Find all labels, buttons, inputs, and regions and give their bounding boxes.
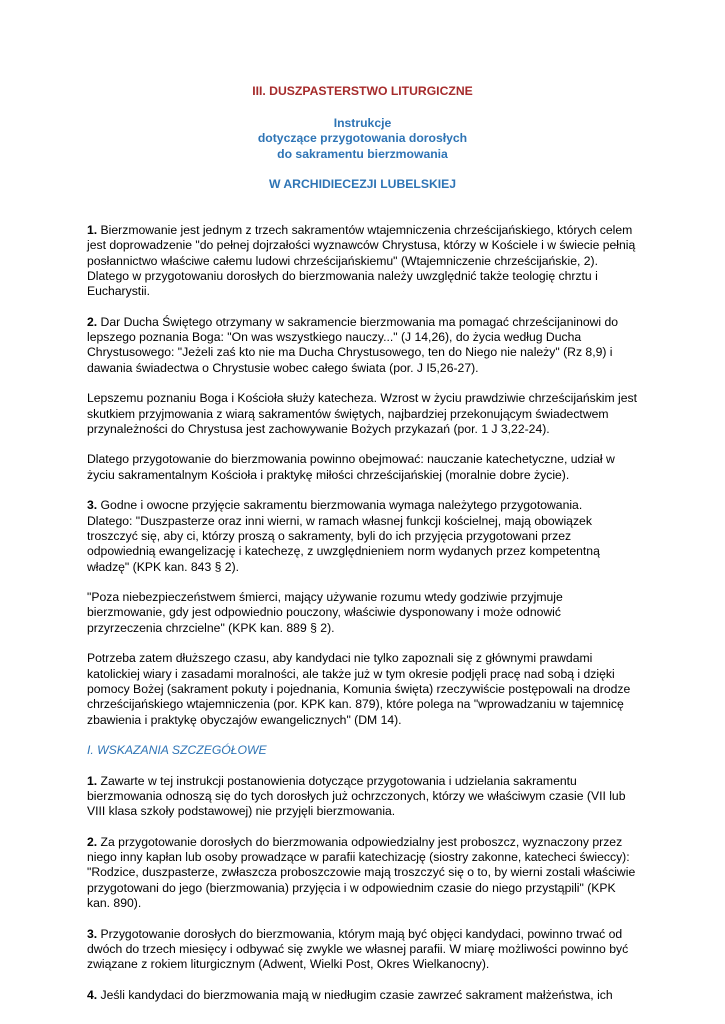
paragraph: [87, 452, 649, 483]
paragraph-line: Dlatego w przygotowaniu dorosłych do bierzmowania należy uwzględnić także teologię chrztu i: [87, 268, 598, 283]
paragraph-line: Dlatego: "Duszpasterze oraz inni wierni, w ramach własnej funkcji kościelnej, mają obowiązek: [87, 513, 592, 528]
paragraph-line: VIII klasa szkoły podstawowej) nie przyjęli bierzmowania.: [87, 804, 396, 819]
section-heading: I. WSKAZANIA SZCZEGÓŁOWE: [87, 743, 267, 758]
paragraph-text: Za przygotowanie dorosłych do bierzmowania odpowiedzialny jest proboszcz, wyznaczony przez: [97, 834, 623, 849]
paragraph-line: niego inny kapłan lub osoby prowadzące w parafii katechizację (siostry zakonne, katecheci świeccy):: [87, 850, 630, 865]
document-body: [87, 223, 649, 1018]
paragraph-line: "Rodzice, duszpasterze, zwłaszcza proboszczowie mają troszczyć się o to, by wierni zostali właściwie: [87, 865, 636, 880]
paragraph-line: dwóch do trzech miesięcy i odbywać się zwykle we własnej parafii. W miarę możliwości powinno być: [87, 941, 629, 956]
paragraph-line: jest doprowadzenie "do pełnej dojrzałości wyznawców Chrystusa, którzy w Kościele i w świecie pełnią: [87, 238, 636, 253]
paragraph: [87, 651, 649, 727]
paragraph-line: chrześcijańskiego wtajemniczenia (por. KPK kan. 879), które polega na "wprowadzaniu w tajemnicę: [87, 697, 624, 712]
paragraph-line: Eucharystii.: [87, 284, 150, 299]
subtitle-line: do sakramentu bierzmowania: [277, 146, 448, 161]
paragraph-number: 2.: [87, 834, 98, 849]
paragraph-line: skutkiem przyjmowania z wiarą sakramentów świętych, najbardziej przekonującym świadectwem: [87, 406, 609, 421]
paragraph-line: przynależności do Chrystusa jest zachowywanie Bożych przykazań (por. 1 J 3,22-24).: [87, 421, 550, 436]
paragraph-line: bierzmowanie, gdy jest odpowiednio pouczony, właściwie dysponowany i może odnowić: [87, 605, 561, 620]
paragraph-line: [87, 774, 649, 789]
paragraph-line: bierzmowania odnoszą się do tych dorosłych już ochrzczonych, którzy we właściwym czasie (VII lub: [87, 788, 626, 803]
paragraph-line: Chrystusowego: "Jeżeli zaś kto nie ma Ducha Chrystusowego, ten do Niego nie należy" (Rz 8,9) i: [87, 345, 613, 360]
paragraph-line: [87, 835, 649, 850]
paragraph-text: Dar Ducha Świętego otrzymany w sakramencie bierzmowania ma pomagać chrześcijaninowi do: [97, 314, 619, 329]
paragraph-line: troszczyć się, aby ci, którzy proszą o sakramenty, byli do ich przyjęcia przygotowani przez: [87, 528, 572, 543]
paragraph: [87, 988, 649, 1003]
paragraph: [87, 774, 649, 820]
paragraph-number: 3.: [87, 498, 98, 513]
paragraph: [87, 927, 649, 973]
subtitle-block: [0, 116, 725, 162]
paragraph-line: związane z rokiem liturgicznym (Adwent, Wielki Post, Okres Wielkanocny).: [87, 957, 490, 972]
paragraph-number: 4.: [87, 987, 98, 1002]
paragraph-line: "Poza niebezpieczeństwem śmierci, mający używanie rozumu wtedy godziwie przyjmuje: [87, 590, 563, 605]
paragraph-line: [87, 927, 649, 942]
paragraph-number: 1.: [87, 773, 98, 788]
paragraph: [87, 498, 649, 574]
paragraph: [87, 223, 649, 299]
paragraph-line: życiu sakramentalnym Kościoła i praktykę miłości chrześcijańskiej (moralnie dobre życie).: [87, 467, 570, 482]
paragraph-line: dawania świadectwa o Chrystusie wobec całego świata (por. J I5,26-27).: [87, 360, 479, 375]
paragraph-text: Jeśli kandydaci do bierzmowania mają w niedługim czasie zawrzeć sakrament małżeństwa, ich: [97, 987, 613, 1002]
paragraph: [87, 391, 649, 437]
paragraph-line: [87, 223, 649, 238]
paragraph-line: przyrzeczenia chrzcielne" (KPK kan. 889 § 2).: [87, 620, 335, 635]
paragraph-number: 1.: [87, 223, 98, 237]
paragraph-text: Bierzmowanie jest jednym z trzech sakramentów wtajemniczenia chrześcijańskiego, których celem: [97, 223, 633, 237]
paragraph-text: Przygotowanie dorosłych do bierzmowania, którym mają być objęci kandydaci, powinno trwać od: [97, 926, 623, 941]
paragraph: [87, 315, 649, 376]
paragraph: [87, 590, 649, 636]
paragraph-line: Lepszemu poznaniu Boga i Kościoła służy katecheza. Wzrost w życiu prawdziwie chrześcijańskim jest: [87, 391, 638, 406]
paragraph-line: [87, 315, 649, 330]
paragraph-line: lepszego poznania Boga: "On was wszystkiego nauczy..." (J 14,26), do życia według Ducha: [87, 330, 582, 345]
paragraph-line: [87, 498, 649, 513]
subtitle-line: Instrukcje: [333, 116, 392, 130]
paragraph: [87, 835, 649, 911]
section-title: III. DUSZPASTERSTWO LITURGICZNE: [252, 84, 473, 98]
diocese-heading: W ARCHIDIECEZJI LUBELSKIEJ: [268, 177, 457, 191]
paragraph-line: przygotowani do jego (bierzmowania) przyjęcia i w odpowiednim czasie do niego przystąpili" (KPK: [87, 880, 616, 895]
paragraph-line: władzę" (KPK kan. 843 § 2).: [87, 559, 240, 574]
paragraph-line: Potrzeba zatem dłuższego czasu, aby kandydaci nie tylko zapoznali się z głównymi prawdami: [87, 651, 593, 666]
paragraph-line: kan. 890).: [87, 896, 142, 911]
paragraph-line: [87, 988, 649, 1003]
subtitle-line: dotyczące przygotowania dorosłych: [257, 131, 468, 146]
paragraph-text: Zawarte w tej instrukcji postanowienia dotyczące przygotowania i udzielania sakramentu: [97, 773, 577, 788]
paragraph-line: zbawienia i praktykę obyczajów ewangelicznych" (DM 14).: [87, 712, 402, 727]
paragraph-text: Godne i owocne przyjęcie sakramentu bierzmowania wymaga należytego przygotowania.: [97, 498, 583, 513]
paragraph-number: 3.: [87, 926, 98, 941]
paragraph-line: odpowiednią ewangelizację i katechezę, z uwzględnieniem norm wydanych przez kompetentną: [87, 544, 600, 559]
paragraph-line: katolickiej wiary i zasadami moralności, ale także już w tym okresie podjęli pracę nad sobą i dzięki: [87, 666, 615, 681]
paragraph-number: 2.: [87, 314, 98, 329]
paragraph-line: pomocy Bożej (sakrament pokuty i pojednania, Komunia święta) rzeczywiście postępowali na drodze: [87, 681, 631, 696]
paragraph-line: posłannictwo właściwe całemu ludowi chrześcijańskiemu" (Wtajemniczenie chrześcijańskie, 2).: [87, 253, 598, 268]
paragraph-line: Dlatego przygotowanie do bierzmowania powinno obejmować: nauczanie katechetyczne, udział w: [87, 452, 615, 467]
